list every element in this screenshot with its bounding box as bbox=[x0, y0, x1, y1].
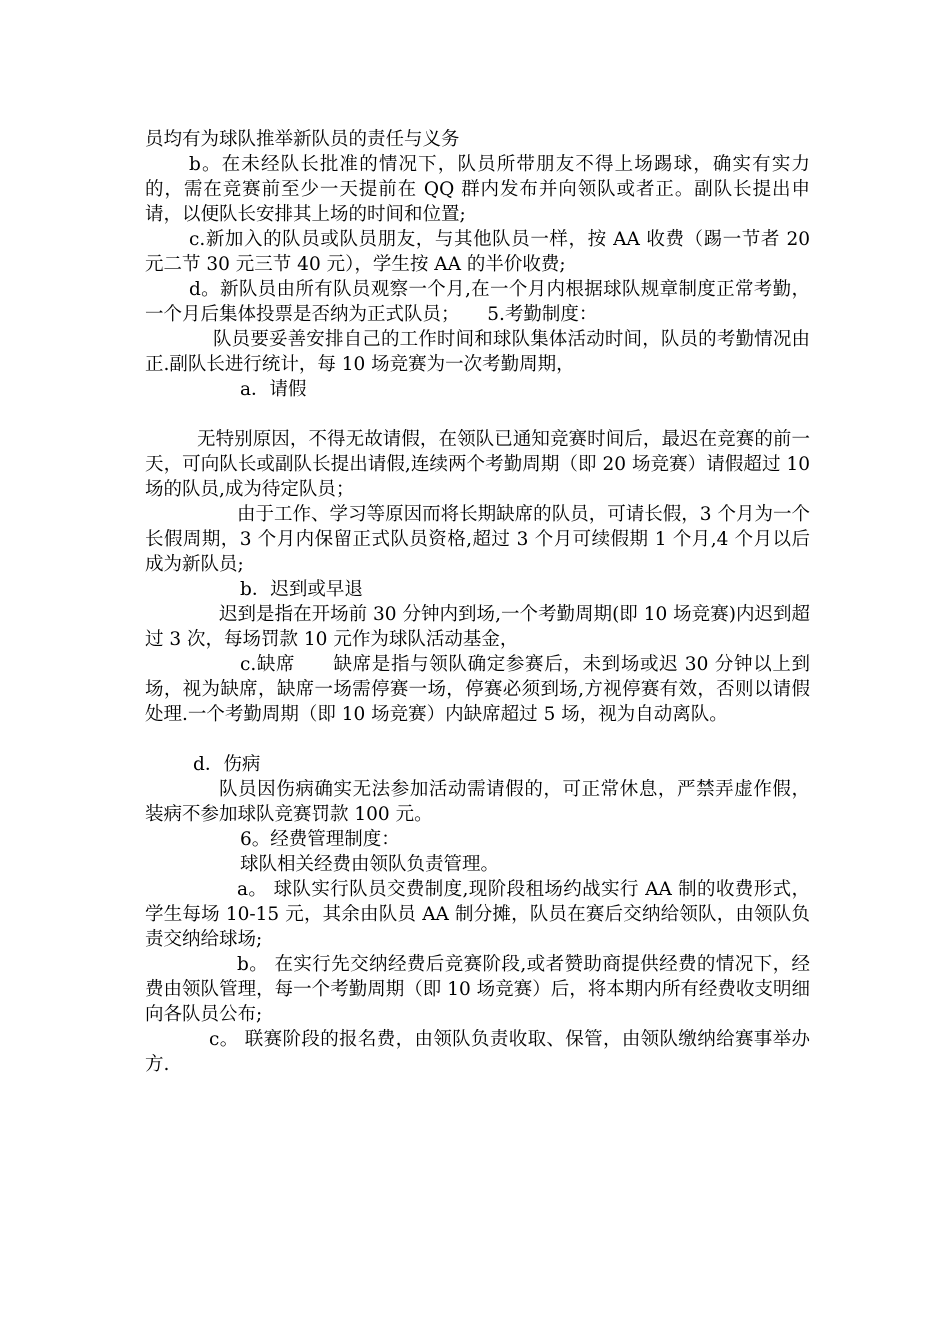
paragraph-injury-rules: 队员因伤病确实无法参加活动需请假的，可正常休息，严禁弄虚作假，装病不参加球队竞赛罚款 100 元。 bbox=[145, 779, 810, 825]
blank-line bbox=[145, 402, 810, 427]
heading-finance: 6。经费管理制度： bbox=[240, 829, 400, 850]
paragraph-finance-b: b。 在实行先交纳经费后竞赛阶段,或者赞助商提供经费的情况下，经费由领队管理，每一个考勤周期（即 10 场竞赛）后，将本期内所有经费收支明细向各队员公布; bbox=[145, 954, 810, 1025]
paragraph-absence-rules: c.缺席 缺席是指与领队确定参赛后，未到场或迟 30 分钟以上到场，视为缺席，缺席一场需停赛一场，停赛必须到场,方视停赛有效，否则以请假处理.一个考勤周期（即 10 场竞赛）内缺席超过 5 场，视为自动离队。 bbox=[145, 654, 810, 725]
paragraph-late-rules: 迟到是指在开场前 30 分钟内到场,一个考勤周期(即 10 场竞赛)内迟到超过 3 次，每场罚款 10 元作为球队活动基金， bbox=[145, 604, 810, 650]
paragraph-rule-c-fees: c.新加入的队员或队员朋友，与其他队员一样，按 AA 收费（踢一节者 20 元二节 30 元三节 40 元），学生按 AA 的半价收费; bbox=[145, 229, 810, 275]
heading-injury: d．伤病 bbox=[193, 754, 261, 775]
paragraph-rule-b-friends: b。在未经队长批准的情况下，队员所带朋友不得上场踢球，确实有实力的，需在竞赛前至少一天提前在 QQ 群内发布并向领队或者正。副队长提出申请，以便队长安排其上场的时间和位置; bbox=[145, 154, 810, 225]
heading-late: b．迟到或早退 bbox=[240, 579, 363, 600]
paragraph-finance-intro: 球队相关经费由领队负责管理。 bbox=[240, 854, 500, 875]
document-body bbox=[145, 127, 810, 1077]
paragraph-finance-a: a。 球队实行队员交费制度,现阶段租场约战实行 AA 制的收费形式，学生每场 10-15 元，其余由队员 AA 制分摊，队员在赛后交纳给领队，由领队负责交纳给球场; bbox=[145, 879, 810, 950]
heading-leave: a．请假 bbox=[240, 379, 307, 400]
paragraph-responsibility: 员均有为球队推举新队员的责任与义务 bbox=[145, 129, 460, 150]
paragraph-attendance-intro: 队员要妥善安排自己的工作时间和球队集体活动时间，队员的考勤情况由正.副队长进行统计，每 10 场竞赛为一次考勤周期， bbox=[145, 329, 810, 375]
blank-line bbox=[145, 727, 810, 752]
paragraph-long-leave: 由于工作、学习等原因而将长期缺席的队员，可请长假，3 个月为一个长假周期，3 个月内保留正式队员资格,超过 3 个月可续假期 1 个月,4 个月以后成为新队员; bbox=[145, 504, 810, 575]
paragraph-finance-c: c。 联赛阶段的报名费，由领队负责收取、保管，由领队缴纳给赛事举办方. bbox=[145, 1029, 810, 1075]
paragraph-leave-rules: 无特别原因，不得无故请假，在领队已通知竞赛时间后，最迟在竞赛的前一天，可向队长或副队长提出请假,连续两个考勤周期（即 20 场竞赛）请假超过 10 场的队员,成为待定队员； bbox=[145, 429, 810, 500]
paragraph-rule-d-new-members: d。新队员由所有队员观察一个月,在一个月内根据球队规章制度正常考勤，一个月后集体投票是否纳为正式队员； 5.考勤制度： bbox=[145, 279, 810, 325]
